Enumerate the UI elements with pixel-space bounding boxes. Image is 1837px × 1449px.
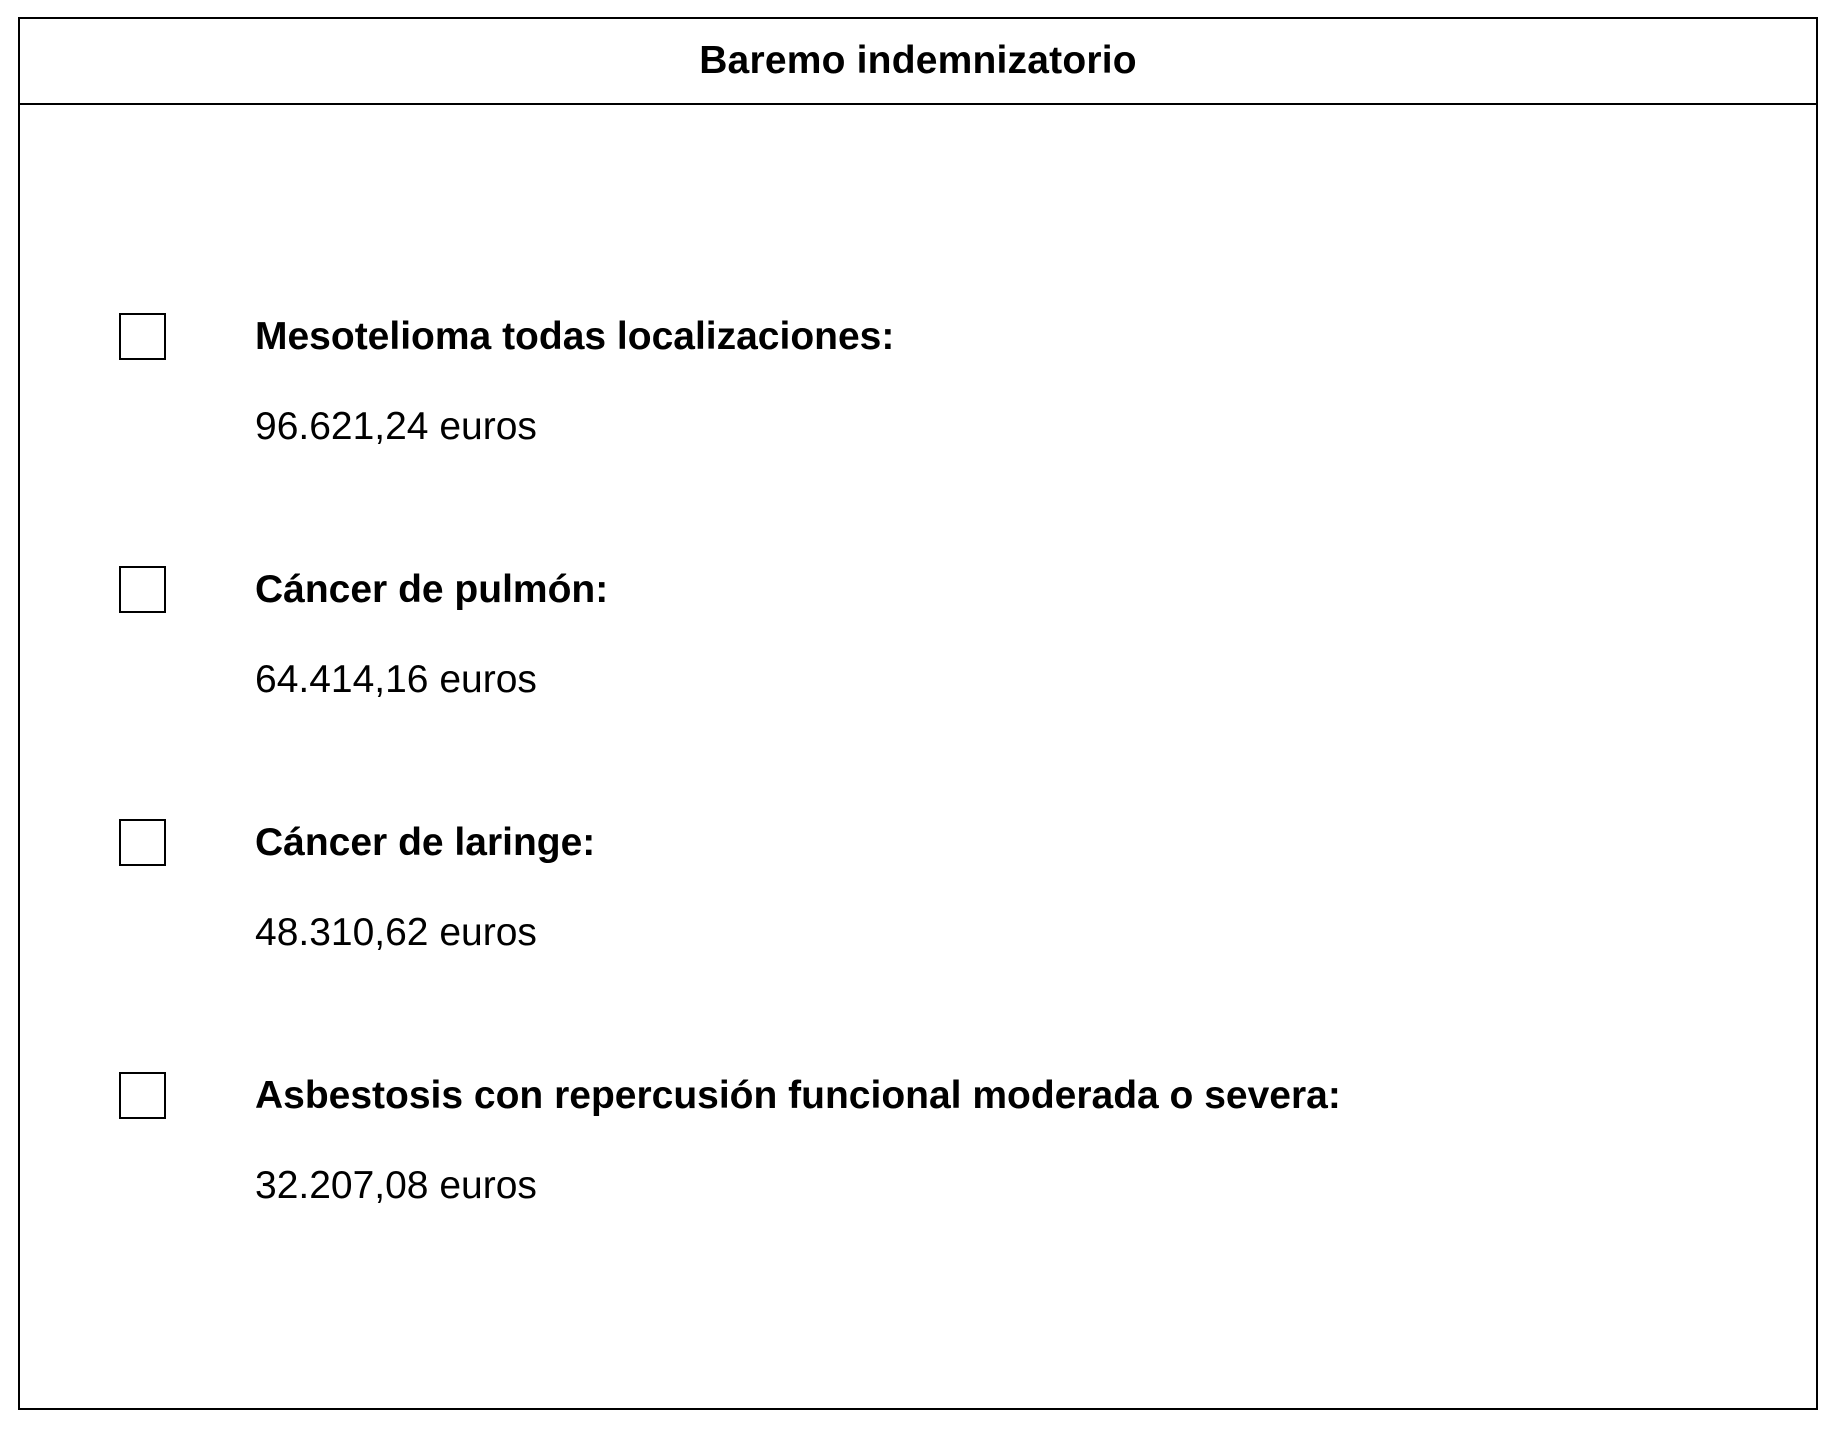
checkbox-larynx-cancer[interactable] — [119, 819, 166, 866]
option-label: Cáncer de laringe: — [255, 821, 596, 864]
option-amount: 48.310,62 euros — [255, 911, 537, 954]
form-title: Baremo indemnizatorio — [699, 39, 1137, 82]
option-lung-cancer — [20, 566, 1816, 726]
form-header — [20, 19, 1816, 105]
checkbox-mesothelioma[interactable] — [119, 313, 166, 360]
checkbox-asbestosis[interactable] — [119, 1072, 166, 1119]
option-amount: 64.414,16 euros — [255, 658, 537, 701]
option-asbestosis — [20, 1072, 1816, 1232]
option-label: Cáncer de pulmón: — [255, 568, 609, 611]
option-larynx-cancer — [20, 819, 1816, 979]
option-amount: 96.621,24 euros — [255, 405, 537, 448]
option-label: Asbestosis con repercusión funcional moderada o severa: — [255, 1074, 1341, 1117]
option-mesothelioma — [20, 313, 1816, 473]
compensation-scale-box — [18, 17, 1818, 1410]
option-label: Mesotelioma todas localizaciones: — [255, 315, 895, 358]
option-amount: 32.207,08 euros — [255, 1164, 537, 1207]
checkbox-lung-cancer[interactable] — [119, 566, 166, 613]
